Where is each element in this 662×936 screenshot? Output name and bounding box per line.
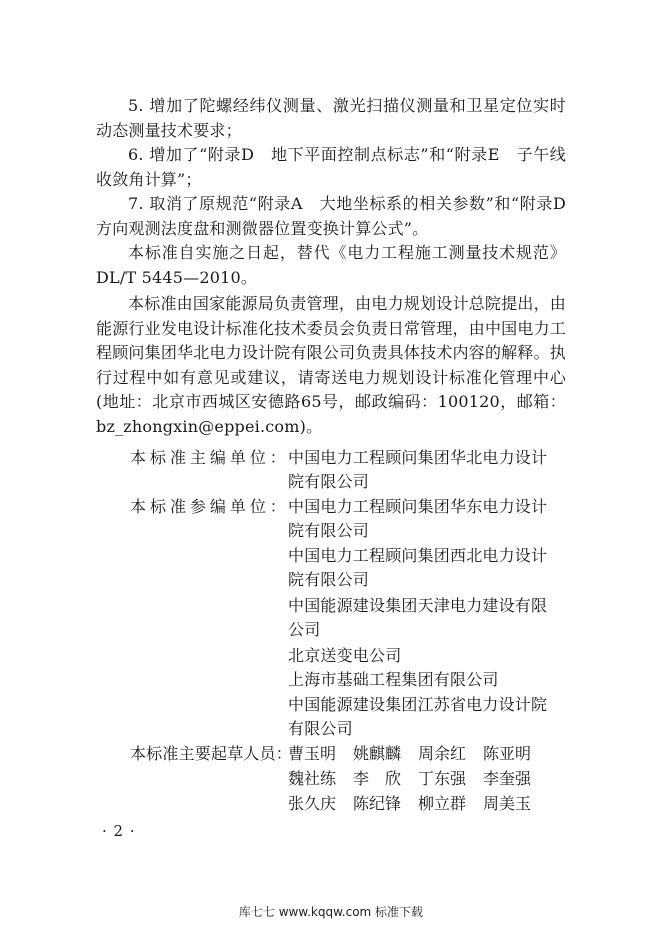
footer-watermark: 库七七 www.kqqw.com 标准下载 [238, 905, 424, 919]
drafter-name: 周美玉 [483, 794, 532, 813]
drafter-name: 陈亚明 [483, 744, 532, 763]
paragraph-item-6: 6. 增加了“附录D 地下平面控制点标志”和“附录E 子午线收敛角计算”； [96, 145, 566, 189]
participating-unit-line: 中国能源建设集团天津电力建设有限 [288, 596, 548, 615]
chief-unit-name-line2: 院有限公司 [288, 472, 370, 491]
participating-unit-line: 上海市基础工程集团有限公司 [288, 670, 499, 689]
drafters-row [288, 742, 548, 767]
drafter-name: 曹玉明 [288, 744, 337, 763]
participating-unit-line: 院有限公司 [288, 570, 370, 589]
drafter-name: 陈纪锋 [353, 794, 402, 813]
drafter-name: 丁东强 [418, 769, 467, 788]
drafter-name: 周余红 [418, 744, 467, 763]
participating-unit-line: 中国电力工程顾问集团西北电力设计 [288, 546, 548, 565]
participating-unit-line: 有限公司 [288, 719, 353, 738]
drafter-name: 张久庆 [288, 794, 337, 813]
participating-unit-line: 北京送变电公司 [288, 646, 402, 665]
drafter-name: 姚麒麟 [353, 744, 402, 763]
chief-unit-name-line1: 中国电力工程顾问集团华北电力设计 [288, 448, 548, 467]
participating-units-label: 本标准参编单位： [130, 497, 286, 516]
page-number: · 2 · [102, 822, 136, 840]
drafter-name: 李奎强 [483, 769, 532, 788]
drafter-name: 李 欣 [353, 769, 402, 788]
drafter-name: 魏社练 [288, 769, 337, 788]
paragraph-replacement: 本标准自实施之日起，替代《电力工程施工测量技术规范》DL/T 5445—2010。 [96, 243, 566, 287]
paragraph-item-7: 7. 取消了原规范“附录A 大地坐标系的相关参数”和“附录D 方向观测法度盘和测微器位置变换计算公式”。 [96, 194, 583, 238]
participating-unit-line: 中国能源建设集团江苏省电力设计院 [288, 695, 548, 714]
participating-unit-line: 公司 [288, 620, 321, 639]
chief-unit-label: 本标准主编单位： [130, 448, 286, 467]
drafters-row [288, 767, 548, 792]
participating-unit-line: 院有限公司 [288, 521, 370, 540]
participating-unit-line: 中国电力工程顾问集团华东电力设计 [288, 497, 548, 516]
paragraph-management: 本标准由国家能源局负责管理，由电力规划设计总院提出，由能源行业发电设计标准化技术委员会负责日常管理，由中国电力工程顾问集团华北电力设计院有限公司负责具体技术内容的解释。执行过程中如有意见或建议，请寄送电力规划设计标准化管理中心(地址：北京市西城区安德路65号，邮政编码：100120，邮箱：bz_zhongxin@eppei.com)。 [96, 294, 566, 436]
drafters-label: 本标准主要起草人员： [130, 744, 293, 763]
paragraph-item-5: 5. 增加了陀螺经纬仪测量、激光扫描仪测量和卫星定位实时动态测量技术要求； [96, 96, 566, 140]
drafter-name: 柳立群 [418, 794, 467, 813]
drafters-row [288, 792, 548, 817]
